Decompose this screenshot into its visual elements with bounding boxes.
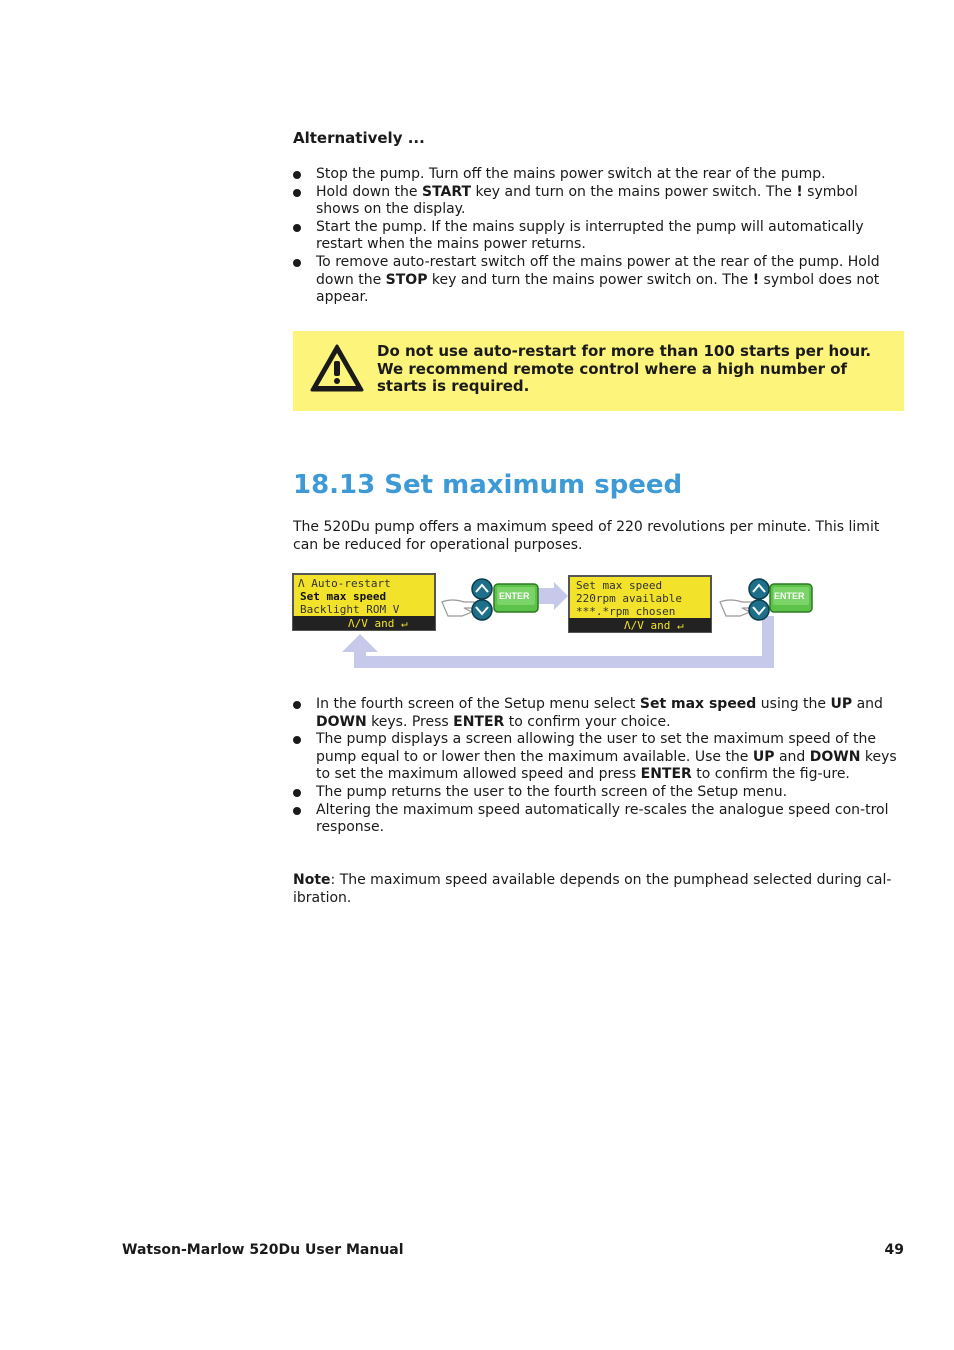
list-item	[293, 731, 905, 784]
bold-term: !	[752, 271, 760, 288]
setup-menu-diagram	[292, 572, 814, 670]
up-key-icon	[472, 579, 492, 599]
lcd2-line3: ***.*rpm chosen	[576, 605, 676, 618]
set-max-speed-bullet-list	[293, 696, 905, 837]
list-item	[293, 166, 905, 184]
note-paragraph	[293, 872, 905, 907]
list-text: to confirm your choice.	[504, 713, 671, 730]
lcd1-footer: Λ/V and ↵	[348, 617, 408, 630]
list-item	[293, 696, 905, 731]
bold-term: STOP	[385, 271, 428, 288]
lcd-screen-set-max-speed	[569, 576, 711, 632]
lcd1-line2: Set max speed	[300, 590, 387, 603]
pointing-hand-icon	[720, 600, 752, 616]
footer-title: Watson-Marlow 520Du User Manual	[122, 1242, 404, 1258]
note-text: : The maximum speed available depends on the pumphead selected during cal-ibration.	[293, 872, 892, 906]
list-text: using the	[756, 696, 831, 712]
bold-term: ENTER	[640, 766, 692, 783]
bold-term: ENTER	[453, 713, 505, 730]
list-item	[293, 802, 905, 837]
enter-key-icon	[770, 584, 812, 612]
list-text: Hold down the	[316, 183, 422, 200]
list-text: keys. Press	[366, 713, 454, 730]
list-text: To remove auto-restart switch off the mains power at the rear of the pump. Hold down the	[316, 253, 880, 288]
list-text: The pump returns the user to the fourth screen of the Setup menu.	[316, 783, 788, 800]
list-text: symbol does not appear.	[316, 271, 880, 306]
section-title: 18.13 Set maximum speed	[293, 470, 683, 500]
bold-term: !	[796, 183, 803, 200]
list-text: Start the pump. If the mains supply is interrupted the pump will automatically restart when the mains power returns.	[316, 218, 864, 253]
warning-box	[293, 331, 904, 411]
list-item	[293, 184, 905, 219]
list-item	[293, 219, 905, 254]
lcd-screen-setup-menu	[293, 574, 435, 630]
note-label: Note	[293, 872, 331, 888]
lcd1-line1: Λ Auto-restart	[298, 577, 391, 590]
list-text: key and turn the mains power switch on. The	[427, 271, 753, 288]
enter-key-label: ENTER	[499, 591, 530, 601]
warning-text: Do not use auto-restart for more than 100 starts per hour. We recommend remote control where a high number of starts is required.	[377, 342, 872, 396]
bold-term: Set max speed	[639, 696, 757, 712]
keypad-group-1	[442, 579, 538, 620]
alternatively-bullet-list	[293, 166, 905, 307]
bold-term: UP	[752, 748, 775, 765]
bold-term: START	[421, 183, 472, 200]
intro-paragraph: The 520Du pump offers a maximum speed of 220 revolutions per minute. This limit can be reduced for operational purposes.	[293, 519, 880, 553]
list-text: In the fourth screen of the Setup menu select	[316, 696, 640, 712]
bold-term: DOWN	[809, 748, 861, 765]
down-key-icon	[472, 600, 492, 620]
lcd2-line2: 220rpm available	[576, 592, 682, 605]
up-key-icon	[749, 579, 769, 599]
list-text: key and turn on the mains power switch. The	[471, 183, 797, 200]
alternatively-heading: Alternatively ...	[293, 129, 425, 147]
list-text: to confirm the fig-ure.	[691, 766, 850, 783]
pointing-hand-icon	[442, 600, 474, 616]
enter-key-label: ENTER	[774, 591, 805, 601]
keypad-group-2	[720, 579, 812, 620]
list-text: symbol shows on the display.	[316, 183, 858, 218]
list-item	[293, 784, 905, 802]
warning-triangle-icon	[309, 343, 365, 393]
enter-key-icon	[494, 584, 538, 612]
list-text: and	[852, 696, 883, 712]
lcd2-line1: Set max speed	[576, 579, 663, 592]
list-text: Stop the pump. Turn off the mains power switch at the rear of the pump.	[316, 166, 826, 182]
list-text: Altering the maximum speed automatically re-scales the analogue speed con-trol response.	[316, 801, 889, 836]
bold-term: DOWN	[316, 713, 367, 730]
down-key-icon	[749, 600, 769, 620]
list-item	[293, 254, 905, 307]
list-text: The pump displays a screen allowing the user to set the maximum speed of the pump equal to or lower then the maximum available. Use the	[316, 731, 877, 765]
lcd1-line3: Backlight ROM V	[300, 603, 400, 616]
page-number: 49	[884, 1242, 904, 1258]
bold-term: UP	[830, 696, 853, 712]
list-text: and	[774, 748, 810, 765]
lcd2-footer: Λ/V and ↵	[624, 619, 684, 632]
list-text: keys to set the maximum allowed speed and press	[316, 748, 897, 783]
